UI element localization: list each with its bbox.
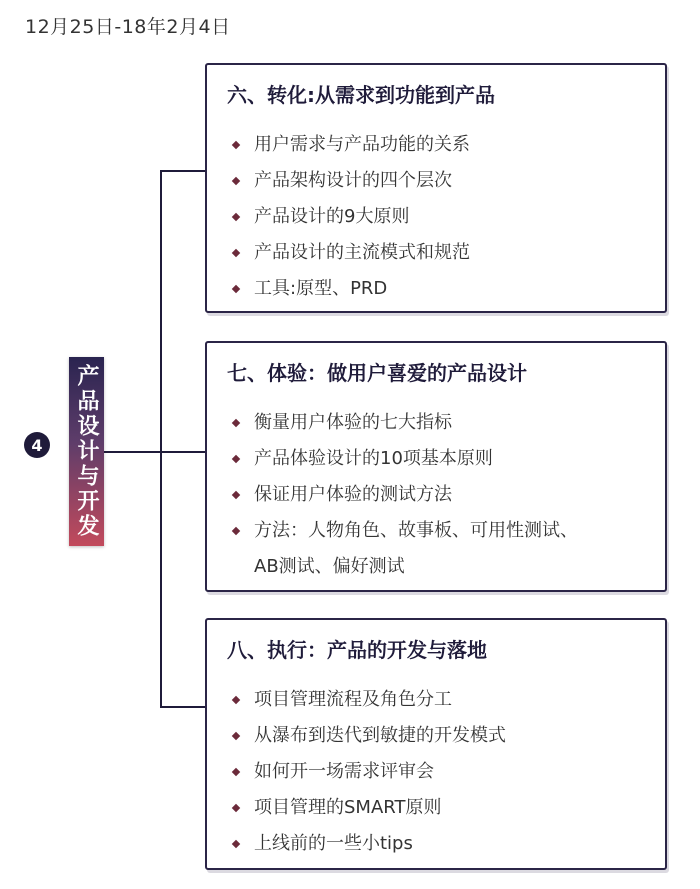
module-number-badge: 4 — [24, 432, 50, 458]
connector-line-vertical — [160, 170, 162, 708]
section-card-conversion — [205, 63, 667, 313]
list-item: 保证用户体验的测试方法 — [227, 477, 578, 513]
list-item: 项目管理的SMART原则 — [227, 790, 506, 826]
list-item: 衡量用户体验的七大指标 — [227, 405, 578, 441]
diamond-bullet-icon — [232, 249, 240, 257]
connector-line-to-section-2 — [160, 451, 206, 453]
diamond-bullet-icon — [232, 285, 240, 293]
section-item-list — [227, 405, 578, 585]
section-title: 六、转化:从需求到功能到产品 — [227, 83, 495, 107]
section-card-experience — [205, 341, 667, 592]
module-title-banner — [69, 357, 104, 546]
list-item-continuation: AB测试、偏好测试 — [254, 556, 405, 577]
section-card-execution — [205, 618, 667, 870]
diamond-bullet-icon — [232, 455, 240, 463]
diamond-bullet-icon — [232, 491, 240, 499]
list-item: 上线前的一些小tips — [227, 826, 506, 862]
list-item: 产品架构设计的四个层次 — [227, 163, 470, 199]
diamond-bullet-icon — [232, 768, 240, 776]
section-item-list — [227, 127, 470, 307]
diamond-bullet-icon — [232, 527, 240, 535]
diamond-bullet-icon — [232, 804, 240, 812]
section-title: 八、执行：产品的开发与落地 — [227, 638, 487, 662]
diamond-bullet-icon — [232, 213, 240, 221]
diamond-bullet-icon — [232, 177, 240, 185]
diamond-bullet-icon — [232, 732, 240, 740]
connector-line-horizontal-main — [104, 451, 161, 453]
diamond-bullet-icon — [232, 840, 240, 848]
list-item: 工具:原型、PRD — [227, 271, 470, 307]
diamond-bullet-icon — [232, 419, 240, 427]
section-item-list — [227, 682, 506, 862]
connector-line-to-section-1 — [160, 170, 206, 172]
list-item: 产品设计的9大原则 — [227, 199, 470, 235]
list-item: 产品体验设计的10项基本原则 — [227, 441, 578, 477]
list-item: 产品设计的主流模式和规范 — [227, 235, 470, 271]
diamond-bullet-icon — [232, 696, 240, 704]
list-item: 用户需求与产品功能的关系 — [227, 127, 470, 163]
list-item: 项目管理流程及角色分工 — [227, 682, 506, 718]
section-title: 七、体验：做用户喜爱的产品设计 — [227, 361, 527, 385]
list-item: 如何开一场需求评审会 — [227, 754, 506, 790]
connector-line-to-section-3 — [160, 706, 206, 708]
list-item: 从瀑布到迭代到敏捷的开发模式 — [227, 718, 506, 754]
module-title: 产品设计与开发 — [74, 364, 99, 539]
list-item: 方法：人物角色、故事板、可用性测试、 — [227, 513, 578, 549]
diamond-bullet-icon — [232, 141, 240, 149]
date-range: 12月25日-18年2月4日 — [25, 16, 231, 38]
